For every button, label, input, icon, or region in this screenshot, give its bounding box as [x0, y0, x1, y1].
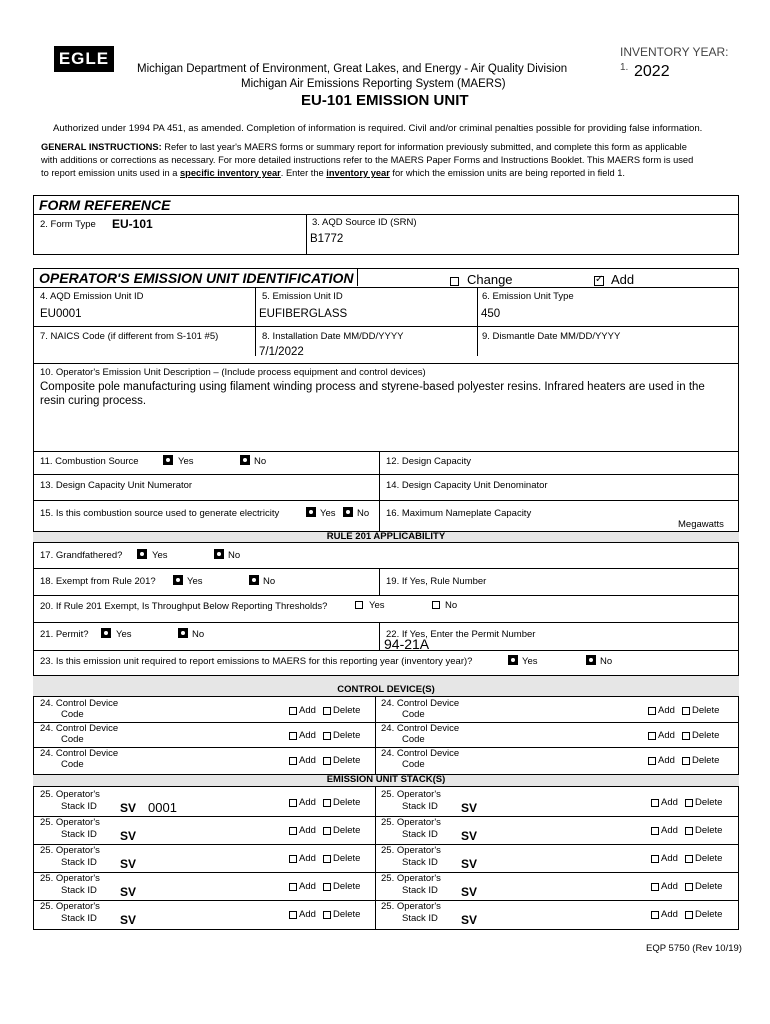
control-device-3-delete-label: Delete: [333, 730, 361, 741]
stack-4-add-checkbox[interactable]: [651, 827, 659, 835]
stack-8-add-checkbox[interactable]: [651, 883, 659, 891]
field-4-label: 4. AQD Emission Unit ID: [40, 291, 144, 302]
change-checkbox[interactable]: [450, 277, 459, 286]
field-8-label: 8. Installation Date MM/DD/YYYY: [262, 331, 404, 342]
control-devices-title: CONTROL DEVICE(S): [337, 684, 435, 695]
control-device-label: [381, 748, 459, 770]
control-device-label-line2: Code: [61, 734, 84, 745]
stack-label: [381, 901, 441, 925]
stack-9-add-checkbox[interactable]: [289, 911, 297, 919]
field-20-no-checkbox[interactable]: [432, 601, 440, 609]
control-device-3-add-checkbox[interactable]: [289, 732, 297, 740]
stack-label-line1: 25. Operator's: [381, 817, 441, 828]
stack-label: [381, 873, 441, 897]
control-device-2-delete-label: Delete: [692, 705, 720, 716]
stack-8-delete-label: Delete: [695, 881, 723, 892]
field-18-yes-radio[interactable]: [173, 575, 183, 585]
control-device-6-add-checkbox[interactable]: [648, 757, 656, 765]
form-reference-title: FORM REFERENCE: [39, 197, 171, 213]
stack-9-prefix: SV: [120, 913, 137, 927]
stack-7-add-label: Add: [299, 881, 316, 892]
control-device-5-delete-label: Delete: [333, 755, 361, 766]
field-15-yes-radio[interactable]: [306, 507, 316, 517]
control-device-4-delete-label: Delete: [692, 730, 720, 741]
stack-3-delete-checkbox[interactable]: [323, 827, 331, 835]
stack-7-delete-label: Delete: [333, 881, 361, 892]
control-device-6-delete-label: Delete: [692, 755, 720, 766]
field-22-value[interactable]: 94-21A: [384, 636, 430, 652]
control-device-5-delete-checkbox[interactable]: [323, 757, 331, 765]
control-device-label-line2: Code: [61, 709, 84, 720]
stack-6-add-label: Add: [661, 853, 678, 864]
field-11-yes-radio[interactable]: [163, 455, 173, 465]
control-device-2-delete-checkbox[interactable]: [682, 707, 690, 715]
add-checkbox[interactable]: [594, 276, 604, 286]
logo-text: EGLE: [58, 49, 110, 68]
stack-label: [381, 817, 441, 841]
stack-1-add-label: Add: [299, 797, 316, 808]
stack-label-line1: 25. Operator's: [381, 901, 441, 912]
stack-1-delete-label: Delete: [333, 797, 361, 808]
gi-line-3b: . Enter the: [280, 168, 327, 178]
stack-label-line1: 25. Operator's: [381, 845, 441, 856]
gi-line-3a: to report emission units used in a: [41, 168, 181, 178]
egle-logo: [54, 46, 114, 72]
field-12-label: 12. Design Capacity: [386, 456, 472, 467]
control-device-4-add-checkbox[interactable]: [648, 732, 656, 740]
stack-5-delete-label: Delete: [333, 853, 361, 864]
stack-4-delete-label: Delete: [695, 825, 723, 836]
stack-2-delete-checkbox[interactable]: [685, 799, 693, 807]
control-device-1-add-label: Add: [299, 705, 316, 716]
control-device-1-delete-checkbox[interactable]: [323, 707, 331, 715]
field-17-no-label: No: [228, 550, 241, 561]
stack-7-delete-checkbox[interactable]: [323, 883, 331, 891]
field-11-no-label: No: [254, 456, 267, 467]
stack-label-line1: 25. Operator's: [40, 901, 100, 912]
stack-10-delete-checkbox[interactable]: [685, 911, 693, 919]
field-23-yes-label: Yes: [522, 656, 538, 667]
stack-label: [40, 817, 100, 841]
stack-10-prefix: SV: [461, 913, 478, 927]
megawatts-unit: Megawatts: [678, 519, 724, 530]
field-14-label: 14. Design Capacity Unit Denominator: [386, 480, 548, 491]
control-device-label-line1: 24. Control Device: [381, 698, 460, 709]
field-5-value[interactable]: EUFIBERGLASS: [259, 308, 348, 320]
stack-6-delete-checkbox[interactable]: [685, 855, 693, 863]
control-device-label-line1: 24. Control Device: [40, 748, 119, 759]
control-devices-band: [33, 675, 739, 697]
field-23-label: 23. Is this emission unit required to report emissions to MAERS for this reporting year (inventory year)?: [40, 656, 473, 667]
stack-label-line2: Stack ID: [402, 829, 438, 840]
stack-label-line2: Stack ID: [61, 829, 97, 840]
field-20-label: 20. If Rule 201 Exempt, Is Throughput Below Reporting Thresholds?: [40, 601, 328, 612]
stack-7-add-checkbox[interactable]: [289, 883, 297, 891]
field-15-yes-label: Yes: [320, 508, 336, 519]
form-type-label: 2. Form Type: [40, 219, 96, 230]
field-6-label: 6. Emission Unit Type: [482, 291, 574, 302]
stack-9-delete-checkbox[interactable]: [323, 911, 331, 919]
stack-label-line1: 25. Operator's: [381, 789, 441, 800]
control-device-label: [40, 698, 118, 720]
control-device-1-delete-label: Delete: [333, 705, 361, 716]
field-17-yes-label: Yes: [152, 550, 168, 561]
field-17-no-radio[interactable]: [214, 549, 224, 559]
field-21-yes-label: Yes: [116, 629, 132, 640]
stack-label: [40, 901, 100, 925]
form-type-value[interactable]: EU-101: [112, 217, 153, 231]
field-9-label: 9. Dismantle Date MM/DD/YYYY: [482, 331, 621, 342]
stack-label-line1: 25. Operator's: [40, 789, 100, 800]
operator-section-title: OPERATOR'S EMISSION UNIT IDENTIFICATION: [39, 270, 354, 286]
stack-label-line2: Stack ID: [402, 885, 438, 896]
field-17-yes-radio[interactable]: [137, 549, 147, 559]
stack-label: [40, 789, 100, 813]
control-device-label-line1: 24. Control Device: [40, 723, 119, 734]
stack-8-add-label: Add: [661, 881, 678, 892]
stack-label: [40, 845, 100, 869]
stack-9-delete-label: Delete: [333, 909, 361, 920]
rule-201-band: [33, 531, 739, 543]
field-18-yes-label: Yes: [187, 576, 203, 587]
gi-specific-inventory-year: specific inventory year: [180, 168, 281, 178]
stack-3-add-label: Add: [299, 825, 316, 836]
field-5-label: 5. Emission Unit ID: [262, 291, 343, 302]
stack-6-prefix: SV: [461, 857, 478, 871]
stack-2-add-checkbox[interactable]: [651, 799, 659, 807]
agency-name: Michigan Department of Environment, Great Lakes, and Energy - Air Quality Division: [137, 63, 568, 75]
gi-line-3c: for which the emission units are being reported in field 1.: [389, 168, 625, 178]
field-17-label: 17. Grandfathered?: [40, 550, 123, 561]
field-20-yes-label: Yes: [369, 600, 385, 611]
srn-value[interactable]: B1772: [310, 233, 344, 245]
stack-3-add-checkbox[interactable]: [289, 827, 297, 835]
stack-10-add-label: Add: [661, 909, 678, 920]
field-22-label: 22. If Yes, Enter the Permit Number: [386, 629, 536, 640]
stack-label-line1: 25. Operator's: [40, 817, 100, 828]
stack-label: [40, 873, 100, 897]
field-21-no-radio[interactable]: [178, 628, 188, 638]
field-16-label: 16. Maximum Nameplate Capacity: [386, 508, 532, 519]
stack-label: [381, 845, 441, 869]
control-device-4-delete-checkbox[interactable]: [682, 732, 690, 740]
stack-label-line2: Stack ID: [402, 913, 438, 924]
change-label: Change: [467, 272, 513, 287]
stack-1-delete-checkbox[interactable]: [323, 799, 331, 807]
gi-heading: GENERAL INSTRUCTIONS:: [41, 142, 162, 152]
control-device-label-line1: 24. Control Device: [381, 723, 460, 734]
stack-label-line2: Stack ID: [61, 885, 97, 896]
stack-10-add-checkbox[interactable]: [651, 911, 659, 919]
stack-5-add-label: Add: [299, 853, 316, 864]
field-23-no-radio[interactable]: [586, 655, 596, 665]
stack-label-line2: Stack ID: [402, 801, 438, 812]
stack-label: [381, 789, 441, 813]
stack-4-delete-checkbox[interactable]: [685, 827, 693, 835]
system-name: Michigan Air Emissions Reporting System (MAERS): [241, 78, 506, 90]
control-device-label-line1: 24. Control Device: [40, 698, 119, 709]
stacks-title: EMISSION UNIT STACK(S): [326, 774, 446, 785]
stack-3-prefix: SV: [120, 829, 137, 843]
field-19-label: 19. If Yes, Rule Number: [386, 576, 487, 587]
field-11-label: 11. Combustion Source: [40, 456, 139, 467]
field-13-label: 13. Design Capacity Unit Numerator: [40, 480, 193, 491]
field-10-label: 10. Operator's Emission Unit Description – (Include process equipment and control devices): [40, 367, 426, 378]
stack-8-prefix: SV: [461, 885, 478, 899]
stack-3-delete-label: Delete: [333, 825, 361, 836]
field-15-label: 15. Is this combustion source used to generate electricity: [40, 508, 280, 519]
field-10-value[interactable]: Composite pole manufacturing using filament winding process and styrene-based polyester resins. Infrared heaters are used in the resin curing process.: [40, 381, 705, 407]
stack-5-add-checkbox[interactable]: [289, 855, 297, 863]
check-mark-icon: ✓: [595, 274, 604, 285]
stack-label-line1: 25. Operator's: [381, 873, 441, 884]
stack-5-delete-checkbox[interactable]: [323, 855, 331, 863]
stack-label-line2: Stack ID: [402, 857, 438, 868]
stack-5-prefix: SV: [120, 857, 137, 871]
control-device-5-add-checkbox[interactable]: [289, 757, 297, 765]
field-15-no-radio[interactable]: [343, 507, 353, 517]
control-device-1-add-checkbox[interactable]: [289, 707, 297, 715]
gi-inventory-year: inventory year: [326, 168, 390, 178]
field-21-label: 21. Permit?: [40, 629, 89, 640]
stack-1-prefix: SV: [120, 801, 137, 815]
add-label: Add: [611, 272, 635, 287]
field-23-no-label: No: [600, 656, 613, 667]
stack-9-add-label: Add: [299, 909, 316, 920]
field-8-value[interactable]: 7/1/2022: [259, 346, 304, 358]
control-device-5-add-label: Add: [299, 755, 316, 766]
gi-line-1: Refer to last year's MAERS forms or summary report for information previously submitted, and complete this form as applicable: [161, 142, 687, 152]
control-device-label: [40, 723, 118, 745]
form-number: EQP 5750 (Rev 10/19): [646, 943, 742, 954]
field-1-number: 1.: [620, 62, 629, 73]
control-device-2-add-label: Add: [658, 705, 675, 716]
field-23-yes-radio[interactable]: [508, 655, 518, 665]
srn-label: 3. AQD Source ID (SRN): [312, 217, 417, 228]
field-21-no-label: No: [192, 629, 205, 640]
field-18-label: 18. Exempt from Rule 201?: [40, 576, 156, 587]
control-device-label: [381, 698, 459, 720]
inventory-year-label: INVENTORY YEAR:: [620, 45, 729, 59]
control-device-2-add-checkbox[interactable]: [648, 707, 656, 715]
field-18-no-label: No: [263, 576, 276, 587]
control-device-3-add-label: Add: [299, 730, 316, 741]
control-device-label: [381, 723, 459, 745]
field-6-value[interactable]: 450: [481, 308, 501, 320]
stack-label-line1: 25. Operator's: [40, 873, 100, 884]
stack-6-delete-label: Delete: [695, 853, 723, 864]
stack-label-line2: Stack ID: [61, 857, 97, 868]
field-4-value[interactable]: EU0001: [40, 308, 82, 320]
field-7-label: 7. NAICS Code (if different from S-101 #5): [40, 331, 219, 342]
stacks-band: [33, 774, 739, 787]
form-title: EU-101 EMISSION UNIT: [301, 92, 469, 109]
control-device-3-delete-checkbox[interactable]: [323, 732, 331, 740]
field-20-yes-checkbox[interactable]: [355, 601, 363, 609]
control-device-6-add-label: Add: [658, 755, 675, 766]
stack-label-line2: Stack ID: [61, 913, 97, 924]
control-device-label-line2: Code: [402, 759, 425, 770]
stack-label-line1: 25. Operator's: [40, 845, 100, 856]
control-device-label: [40, 748, 118, 770]
stack-2-prefix: SV: [461, 801, 478, 815]
stack-8-delete-checkbox[interactable]: [685, 883, 693, 891]
authorization-notice: Authorized under 1994 PA 451, as amended. Completion of information is required. Civil and/or criminal penalties possible for providing false information.: [53, 123, 703, 134]
stack-7-prefix: SV: [120, 885, 137, 899]
inventory-year-value[interactable]: 2022: [634, 63, 670, 80]
stack-10-delete-label: Delete: [695, 909, 723, 920]
general-instructions: [41, 141, 746, 180]
rule-201-title: RULE 201 APPLICABILITY: [326, 531, 446, 542]
control-device-4-add-label: Add: [658, 730, 675, 741]
control-device-6-delete-checkbox[interactable]: [682, 757, 690, 765]
stack-1-id-value[interactable]: 0001: [148, 800, 177, 815]
stack-4-add-label: Add: [661, 825, 678, 836]
field-21-yes-radio[interactable]: [101, 628, 111, 638]
stack-6-add-checkbox[interactable]: [651, 855, 659, 863]
control-device-label-line2: Code: [402, 709, 425, 720]
stack-1-add-checkbox[interactable]: [289, 799, 297, 807]
stack-2-delete-label: Delete: [695, 797, 723, 808]
control-device-label-line2: Code: [402, 734, 425, 745]
control-device-label-line1: 24. Control Device: [381, 748, 460, 759]
field-11-yes-label: Yes: [178, 456, 194, 467]
field-15-no-label: No: [357, 508, 370, 519]
stack-label-line2: Stack ID: [61, 801, 97, 812]
stack-2-add-label: Add: [661, 797, 678, 808]
gi-line-2: with additions or corrections as necessary. For more detailed instructions refer to the MAERS Paper Forms and Instructions Booklet. This MAERS form is used: [41, 155, 694, 165]
field-20-no-label: No: [445, 600, 458, 611]
stack-4-prefix: SV: [461, 829, 478, 843]
field-18-no-radio[interactable]: [249, 575, 259, 585]
control-device-label-line2: Code: [61, 759, 84, 770]
field-11-no-radio[interactable]: [240, 455, 250, 465]
